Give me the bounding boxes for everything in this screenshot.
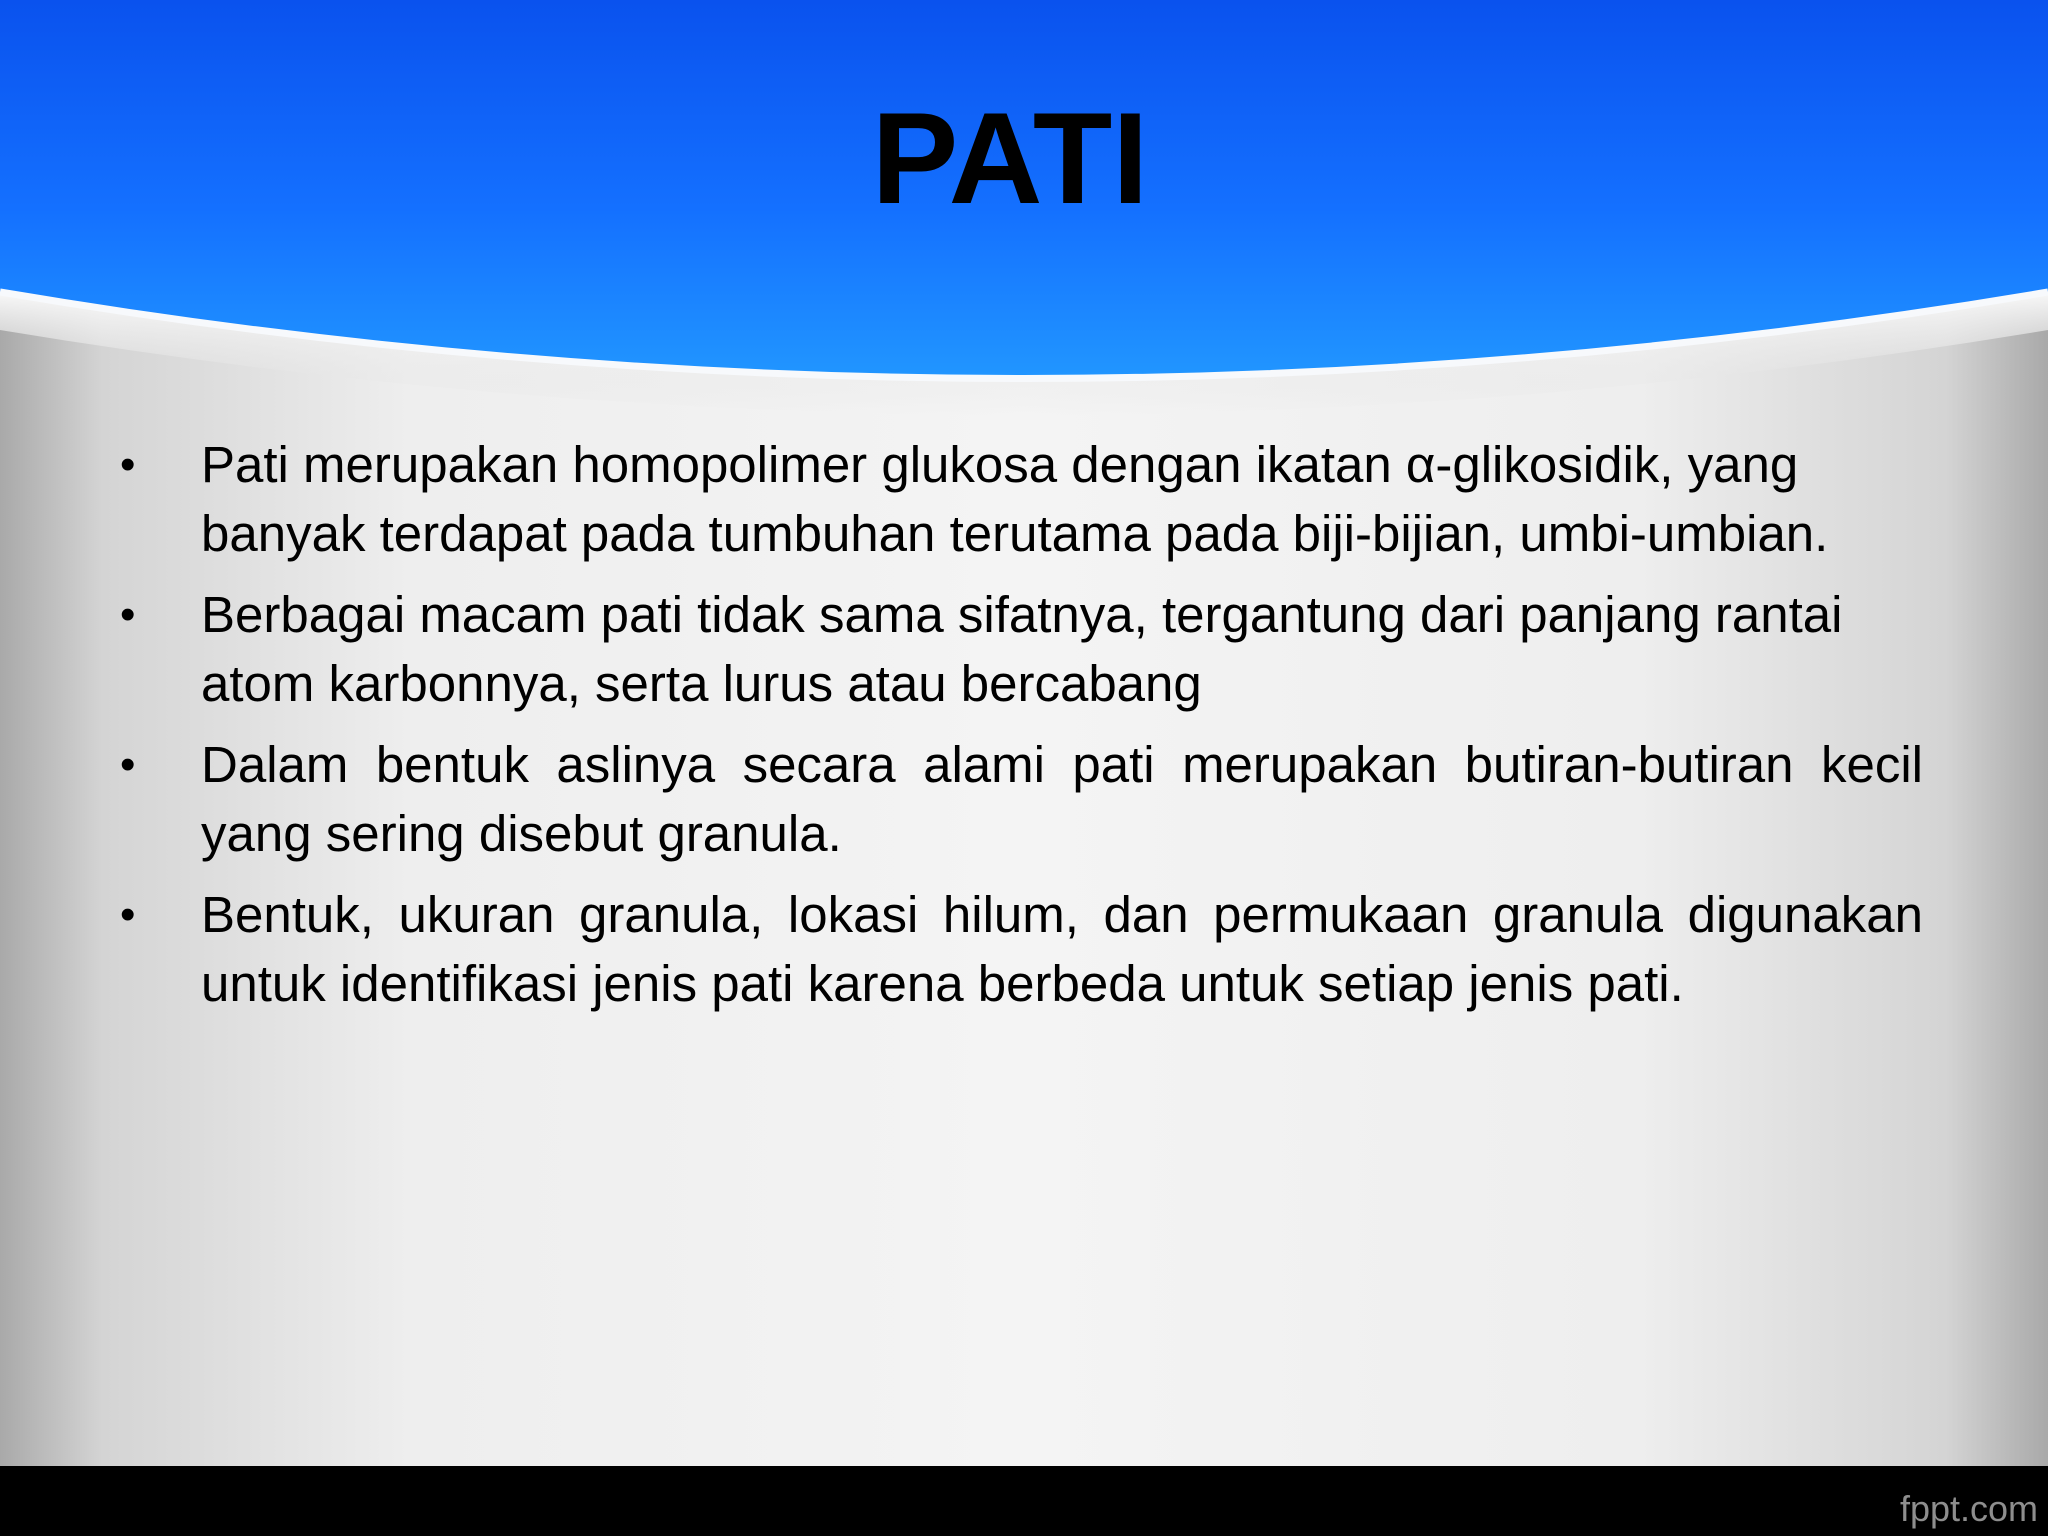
bullet-dot: •: [120, 890, 136, 939]
bullet-dot: •: [120, 740, 136, 789]
bullet-dot: •: [120, 590, 136, 639]
bullet-item-3: [118, 730, 1923, 868]
bullet-text: Pati merupakan homopolimer glukosa dengan ikatan α-glikosidik, yang banyak terdapat pada tumbuhan terutama pada biji-bijian, umbi-umbian.: [201, 436, 1829, 562]
bullet-item-2: [118, 580, 1923, 718]
bullet-text: Bentuk, ukuran granula, lokasi hilum, dan permukaan granula digunakan untuk identifikasi jenis pati karena berbeda untuk setiap jenis pati.: [201, 886, 1923, 1012]
bullet-list: [118, 430, 1923, 1030]
fppt-watermark: fppt.com: [1899, 1488, 2038, 1529]
bullet-item-4: [118, 880, 1923, 1018]
bullet-text: Berbagai macam pati tidak sama sifatnya, tergantung dari panjang rantai atom karbonnya, serta lurus atau bercabang: [201, 586, 1843, 712]
footer-bar: [0, 1466, 2048, 1536]
bullet-text: Dalam bentuk aslinya secara alami pati merupakan butiran-butiran kecil yang sering disebut granula.: [201, 736, 1923, 862]
slide-title: PATI: [871, 85, 1149, 231]
bullet-dot: •: [120, 440, 136, 489]
bullet-item-1: [118, 430, 1923, 568]
